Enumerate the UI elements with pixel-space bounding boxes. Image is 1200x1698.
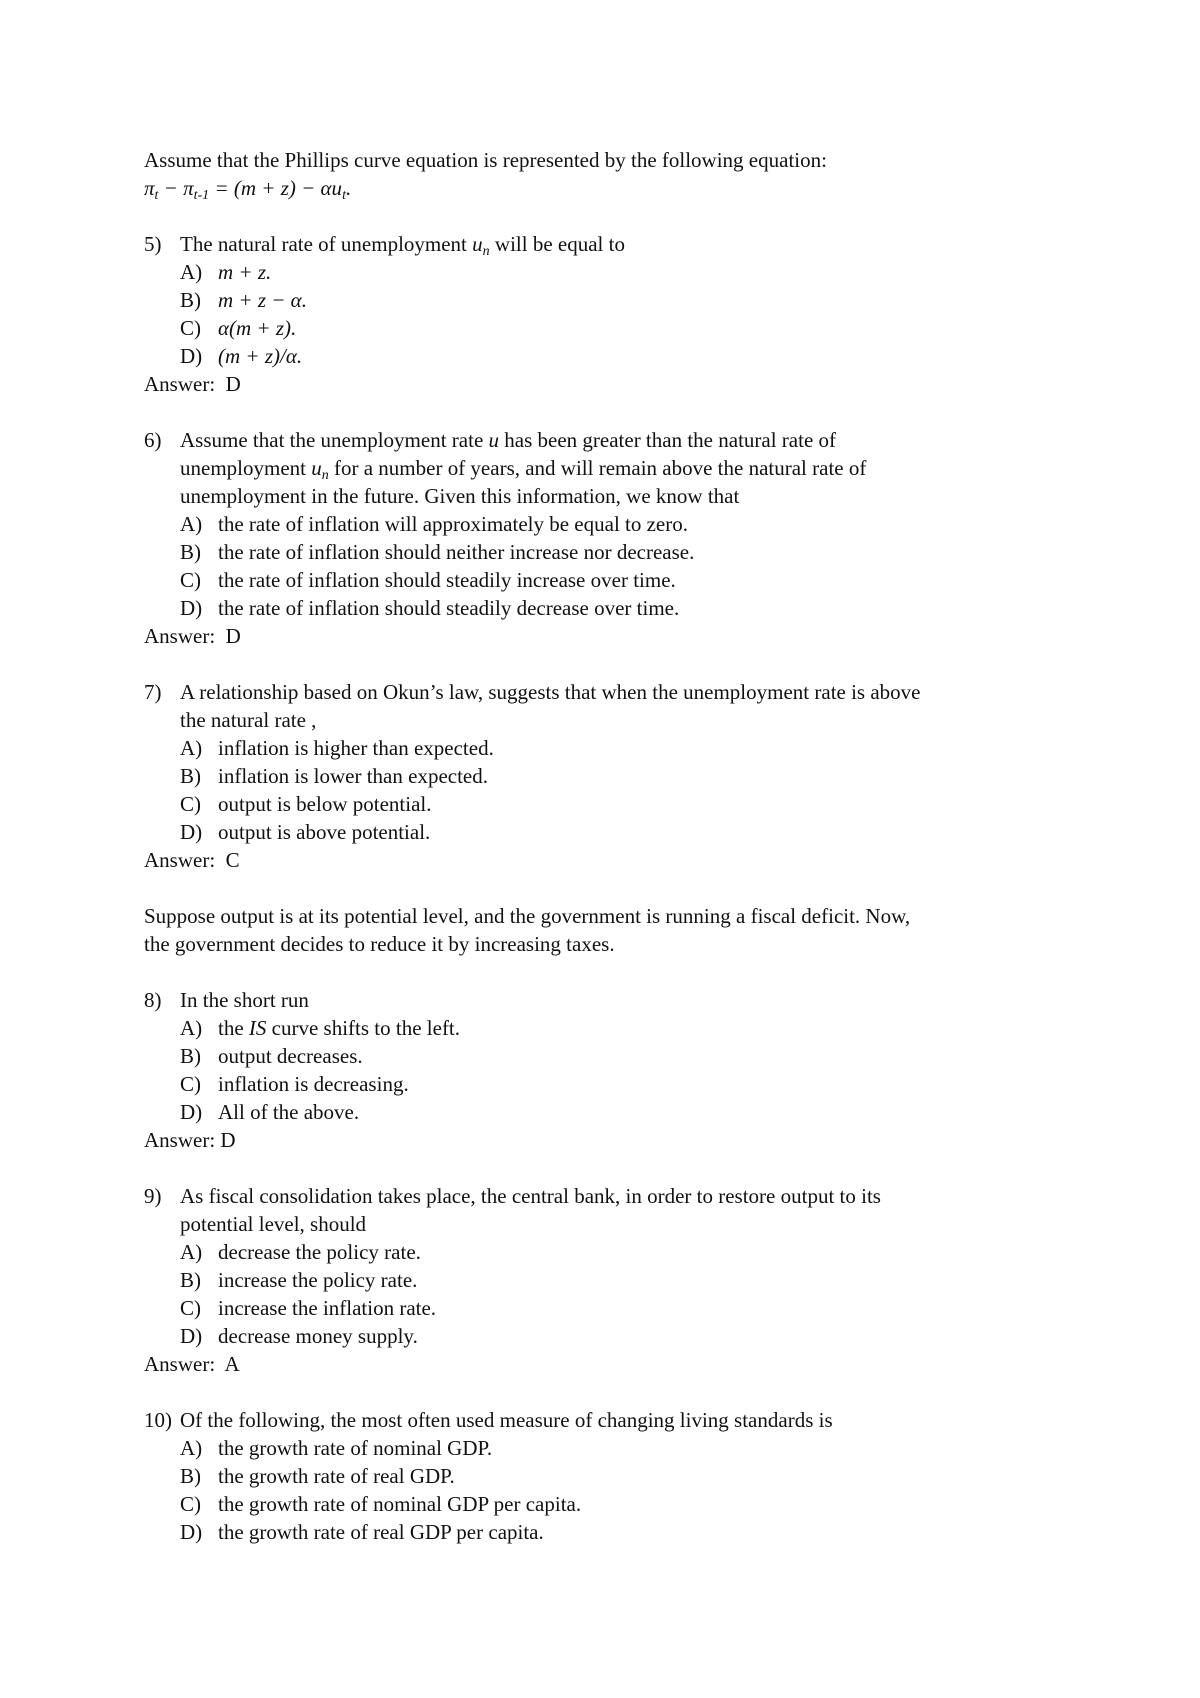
question-number: 9) <box>144 1184 162 1208</box>
question-number: 5) <box>144 232 162 256</box>
stem-text: for a number of years, and will remain above the natural rate of <box>328 456 867 480</box>
stem-text: Assume that the unemployment rate <box>180 428 489 452</box>
stem-subscript: n <box>482 244 490 259</box>
option-letter: B) <box>180 1464 201 1488</box>
option-text: decrease the policy rate. <box>218 1240 421 1264</box>
answer-6: Answer: D <box>144 624 241 648</box>
phillips-equation <box>144 174 1064 202</box>
question-stem-line-2: potential level, should <box>180 1212 367 1236</box>
question-9 <box>144 1182 1064 1350</box>
option-c <box>180 1294 1064 1322</box>
eq-rest: = (m + z) − αu <box>209 176 343 200</box>
eq-minus: − <box>158 176 184 200</box>
option-a <box>180 1434 1064 1462</box>
document-content <box>144 146 1064 1546</box>
option-text: output is below potential. <box>218 792 432 816</box>
option-letter: A) <box>180 1436 203 1460</box>
option-letter: A) <box>180 260 203 284</box>
option-a <box>180 510 1064 538</box>
question-6 <box>144 426 1064 622</box>
stem-tail: will be equal to <box>489 232 625 256</box>
option-letter: D) <box>180 596 203 620</box>
option-letter: D) <box>180 1100 203 1124</box>
question-stem <box>180 230 1064 258</box>
option-b <box>180 538 1064 566</box>
option-text: decrease money supply. <box>218 1324 418 1348</box>
option-a <box>180 258 1064 286</box>
option-letter: D) <box>180 344 203 368</box>
option-text: m + z − α. <box>218 288 307 312</box>
option-b <box>180 1042 1064 1070</box>
intro-text: Assume that the Phillips curve equation is represented by the following equation: <box>144 148 827 172</box>
question-5 <box>144 230 1064 370</box>
option-text: α(m + z). <box>218 316 297 340</box>
option-text: inflation is higher than expected. <box>218 736 494 760</box>
question-7 <box>144 678 1064 846</box>
option-c <box>180 566 1064 594</box>
option-text: the rate of inflation should neither increase nor decrease. <box>218 540 695 564</box>
option-text: curve shifts to the left. <box>266 1016 461 1040</box>
question-stem: Of the following, the most often used measure of changing living standards is <box>180 1408 833 1432</box>
question-number: 8) <box>144 988 162 1012</box>
question-number: 7) <box>144 680 162 704</box>
option-letter: D) <box>180 820 203 844</box>
option-italic: IS <box>248 1016 267 1040</box>
option-letter: B) <box>180 1044 201 1068</box>
answer-9: Answer: A <box>144 1352 240 1376</box>
option-letter: C) <box>180 1296 201 1320</box>
option-letter: B) <box>180 288 201 312</box>
option-text: the rate of inflation should steadily decrease over time. <box>218 596 680 620</box>
option-letter: C) <box>180 1072 201 1096</box>
option-b <box>180 1266 1064 1294</box>
option-letter: A) <box>180 1240 203 1264</box>
option-text: the growth rate of nominal GDP per capita. <box>218 1492 582 1516</box>
option-text: the <box>218 1016 249 1040</box>
eq-pi-2: π <box>183 176 194 200</box>
question-stem-line-3: unemployment in the future. Given this information, we know that <box>180 484 740 508</box>
option-a <box>180 734 1064 762</box>
option-b <box>180 1462 1064 1490</box>
option-text: increase the inflation rate. <box>218 1296 437 1320</box>
question-8 <box>144 986 1064 1126</box>
question-number: 10) <box>144 1408 172 1432</box>
eq-sub-end: t <box>342 188 346 203</box>
option-text: All of the above. <box>218 1100 360 1124</box>
option-text: the growth rate of real GDP. <box>218 1464 455 1488</box>
stem-text: The natural rate of unemployment <box>180 232 473 256</box>
answer-7: Answer: C <box>144 848 240 872</box>
stem-text: has been greater than the natural rate of <box>499 428 837 452</box>
option-a <box>180 1014 1064 1042</box>
question-stem-line-2: the natural rate , <box>180 708 317 732</box>
question-stem-line-1: A relationship based on Okun’s law, suggests that when the unemployment rate is above <box>180 680 921 704</box>
option-letter: C) <box>180 792 201 816</box>
eq-sub-t1: t-1 <box>193 188 210 203</box>
option-d <box>180 342 1064 370</box>
question-stem-line-1 <box>180 426 1064 454</box>
option-text: inflation is lower than expected. <box>218 764 488 788</box>
option-letter: A) <box>180 1016 203 1040</box>
option-letter: C) <box>180 1492 201 1516</box>
option-a <box>180 1238 1064 1266</box>
option-c <box>180 1490 1064 1518</box>
option-text: increase the policy rate. <box>218 1268 418 1292</box>
option-letter: A) <box>180 512 203 536</box>
option-d <box>180 1098 1064 1126</box>
option-text: output decreases. <box>218 1044 363 1068</box>
option-text: the growth rate of real GDP per capita. <box>218 1520 544 1544</box>
option-letter: B) <box>180 540 201 564</box>
option-letter: D) <box>180 1324 203 1348</box>
scenario-line-1: Suppose output is at its potential level, and the government is running a fiscal deficit. Now, <box>144 904 911 928</box>
eq-pi-1: π <box>144 176 155 200</box>
option-text: output is above potential. <box>218 820 431 844</box>
option-text: m + z. <box>218 260 272 284</box>
option-text: the growth rate of nominal GDP. <box>218 1436 493 1460</box>
option-letter: C) <box>180 568 201 592</box>
stem-text: unemployment <box>180 456 312 480</box>
option-d <box>180 818 1064 846</box>
question-10 <box>144 1406 1064 1546</box>
option-text: the rate of inflation should steadily increase over time. <box>218 568 676 592</box>
stem-variable: u <box>488 428 500 452</box>
option-letter: A) <box>180 736 203 760</box>
scenario-line-2: the government decides to reduce it by increasing taxes. <box>144 932 615 956</box>
stem-variable: u <box>472 232 483 256</box>
option-text: (m + z)/α. <box>218 344 303 368</box>
question-stem-line-2 <box>180 454 1064 482</box>
option-letter: B) <box>180 1268 201 1292</box>
option-c <box>180 314 1064 342</box>
option-c <box>180 790 1064 818</box>
eq-period: . <box>345 176 352 200</box>
question-stem-line-1: As fiscal consolidation takes place, the central bank, in order to restore output to its <box>180 1184 881 1208</box>
option-b <box>180 762 1064 790</box>
answer-5: Answer: D <box>144 372 241 396</box>
option-text: inflation is decreasing. <box>218 1072 409 1096</box>
option-c <box>180 1070 1064 1098</box>
answer-8: Answer: D <box>144 1128 236 1152</box>
question-stem: In the short run <box>180 988 309 1012</box>
stem-variable: u <box>311 456 322 480</box>
option-letter: B) <box>180 764 201 788</box>
question-number: 6) <box>144 428 162 452</box>
option-letter: C) <box>180 316 201 340</box>
eq-sub-t: t <box>154 188 159 203</box>
option-b <box>180 286 1064 314</box>
stem-subscript: n <box>321 468 329 483</box>
option-text: the rate of inflation will approximately be equal to zero. <box>218 512 688 536</box>
option-d <box>180 1322 1064 1350</box>
option-letter: D) <box>180 1520 203 1544</box>
option-d <box>180 594 1064 622</box>
option-d <box>180 1518 1064 1546</box>
